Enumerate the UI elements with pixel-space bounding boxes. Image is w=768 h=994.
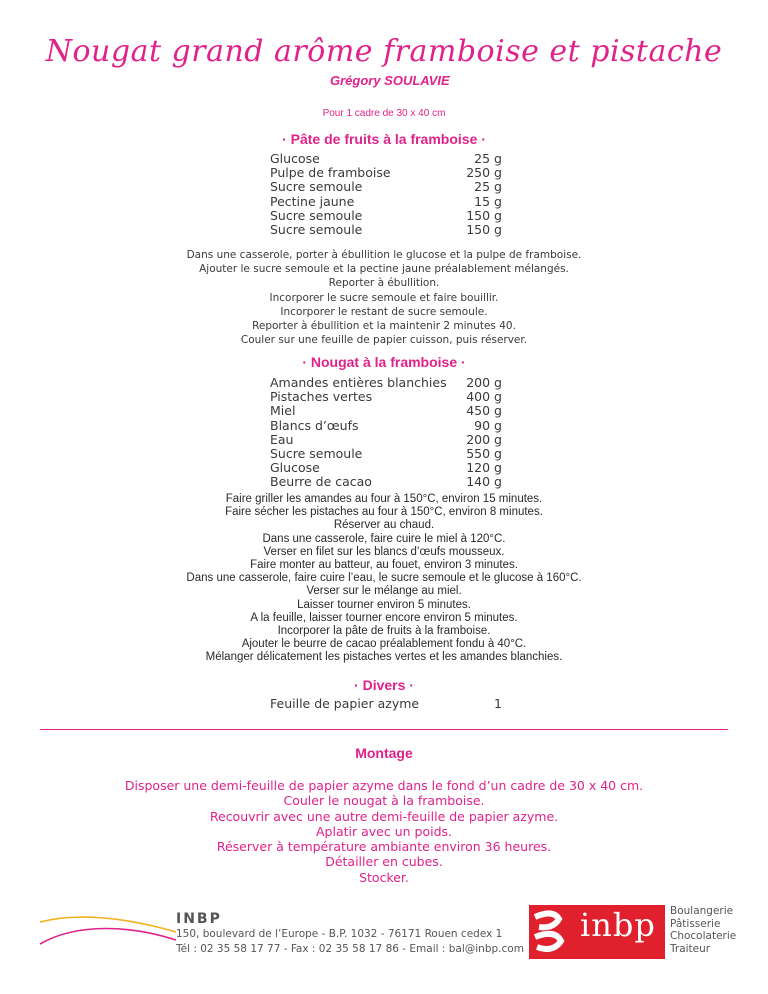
step-line: Couler le nougat à la framboise. xyxy=(283,793,485,809)
ingredient-quantity: 25 g xyxy=(474,151,502,166)
steps-pate-de-fruits xyxy=(0,248,768,347)
step-line: Reporter à ébullition. xyxy=(328,277,440,290)
step-line: Stocker. xyxy=(359,869,409,885)
step-line: Verser sur le mélange au miel. xyxy=(306,585,462,598)
ingredient-row xyxy=(270,475,502,489)
ingredient-name: Amandes entières blanchies xyxy=(270,375,447,390)
ingredient-row xyxy=(270,433,502,447)
ingredient-row xyxy=(270,461,502,475)
footer-address: 150, boulevard de l’Europe - B.P. 1032 - 76171 Rouen cedex 1 xyxy=(176,928,503,940)
ingredient-name: Sucre semoule xyxy=(270,207,363,223)
step-line: Mélanger délicatement les pistaches vertes et les amandes blanchies. xyxy=(205,651,563,664)
ingredient-quantity: 25 g xyxy=(474,179,502,195)
step-line: Verser en filet sur les blancs d’œufs mousseux. xyxy=(263,545,505,558)
step-line: Faire monter au batteur, au fouet, environ 3 minutes. xyxy=(250,559,518,572)
ingredient-row xyxy=(270,404,502,418)
ingredient-quantity: 1 xyxy=(494,696,502,711)
step-line: Faire griller les amandes au four à 150°C, environ 15 minutes. xyxy=(225,493,543,505)
ingredient-quantity: 120 g xyxy=(466,460,502,476)
step-line: Faire sécher les pistaches au four à 150°C, environ 8 minutes. xyxy=(225,506,543,519)
ingredient-quantity: 90 g xyxy=(474,417,502,433)
ingredient-name: Pectine jaune xyxy=(270,193,355,209)
ingredient-name: Sucre semoule xyxy=(270,179,363,195)
ingredient-row xyxy=(270,390,502,404)
step-line: Ajouter le sucre semoule et la pectine jaune préalablement mélangés. xyxy=(199,263,569,276)
step-line: Détailler en cubes. xyxy=(325,854,443,870)
ingredient-row xyxy=(270,419,502,433)
step-line: Dans une casserole, porter à ébullition le glucose et la pulpe de framboise. xyxy=(186,249,582,261)
ingredient-row xyxy=(270,152,502,166)
ingredient-row xyxy=(270,697,502,711)
logo-mark-icon xyxy=(529,905,569,959)
ingredient-quantity: 200 g xyxy=(466,375,502,390)
ingredient-name: Miel xyxy=(270,403,296,419)
ingredient-quantity: 140 g xyxy=(466,474,502,490)
section-title-pate-de-fruits: · Pâte de fruits à la framboise · xyxy=(282,131,486,147)
ingredient-name: Eau xyxy=(270,431,294,447)
step-line: Recouvrir avec une autre demi-feuille de papier azyme. xyxy=(209,808,559,824)
ingredient-name: Glucose xyxy=(270,460,320,476)
divider xyxy=(40,729,728,730)
ingredient-quantity: 250 g xyxy=(466,165,502,181)
ingredient-quantity: 15 g xyxy=(474,193,502,209)
steps-nougat xyxy=(0,493,768,665)
step-line: Ajouter le beurre de cacao préalablement fondu à 40°C. xyxy=(241,638,527,651)
ingredient-quantity: 150 g xyxy=(466,207,502,223)
step-line: Disposer une demi-feuille de papier azyme dans le fond d’un cadre de 30 x 40 cm. xyxy=(124,778,644,793)
recipe-yield: Pour 1 cadre de 30 x 40 cm xyxy=(322,108,446,119)
footer-organization-name: INBP xyxy=(176,911,222,927)
ingredient-name: Blancs d’œufs xyxy=(270,417,359,433)
ingredient-row xyxy=(270,166,502,180)
step-line: Incorporer le restant de sucre semoule. xyxy=(280,305,488,318)
ingredient-row xyxy=(270,447,502,461)
ingredient-name: Feuille de papier azyme xyxy=(270,696,420,711)
footer-contact: Tél : 02 35 58 17 77 - Fax : 02 35 58 17 86 - Email : bal@inbp.com xyxy=(176,943,524,955)
ingredient-name: Sucre semoule xyxy=(270,445,363,461)
section-title-nougat: · Nougat à la framboise · xyxy=(302,354,466,370)
step-line: Réserver à température ambiante environ 36 heures. xyxy=(216,839,552,855)
step-line: Reporter à ébullition et la maintenir 2 minutes 40. xyxy=(252,320,516,333)
ingredient-name: Sucre semoule xyxy=(270,221,363,237)
ingredient-quantity: 400 g xyxy=(466,389,502,405)
ingredient-name: Pulpe de framboise xyxy=(270,165,391,181)
ingredient-row xyxy=(270,209,502,223)
step-line: Aplatir avec un poids. xyxy=(316,823,452,839)
step-line: Réserver au chaud. xyxy=(333,519,435,532)
logo-tagline-line: Pâtisserie xyxy=(670,917,721,930)
ingredient-list-pate-de-fruits xyxy=(270,152,502,237)
author-name: Grégory SOULAVIE xyxy=(330,73,450,88)
step-line: Dans une casserole, faire cuire le miel à 120°C. xyxy=(262,532,506,545)
logo-tagline-line: Chocolaterie xyxy=(670,930,737,942)
logo-tagline-line: Traiteur xyxy=(670,942,711,955)
ingredient-row xyxy=(270,223,502,237)
ingredient-name: Glucose xyxy=(270,151,320,166)
step-line: Laisser tourner environ 5 minutes. xyxy=(297,598,471,611)
ingredient-list-divers xyxy=(270,697,502,711)
ingredient-row xyxy=(270,195,502,209)
logo-wordmark: inbp xyxy=(580,906,656,944)
ingredient-quantity: 450 g xyxy=(466,403,502,419)
ingredient-quantity: 550 g xyxy=(466,445,502,461)
step-line: Incorporer la pâte de fruits à la framboise. xyxy=(277,625,491,638)
ingredient-row xyxy=(270,376,502,390)
steps-montage xyxy=(0,778,768,885)
montage-title: Montage xyxy=(355,745,413,761)
step-line: A la feuille, laisser tourner encore environ 5 minutes. xyxy=(250,611,518,624)
ingredient-name: Beurre de cacao xyxy=(270,474,372,490)
section-title-divers: · Divers · xyxy=(354,677,414,693)
decorative-curves xyxy=(38,910,178,950)
step-line: Dans une casserole, faire cuire l’eau, le sucre semoule et le glucose à 160°C. xyxy=(186,572,582,585)
ingredient-list-nougat xyxy=(270,376,502,490)
step-line: Incorporer le sucre semoule et faire bouillir. xyxy=(269,291,499,304)
ingredient-quantity: 150 g xyxy=(466,221,502,237)
ingredient-quantity: 200 g xyxy=(466,431,502,447)
ingredient-name: Pistaches vertes xyxy=(270,389,373,405)
ingredient-row xyxy=(270,180,502,194)
recipe-title: Nougat grand arôme framboise et pistache xyxy=(45,34,723,69)
logo-tagline-line: Boulangerie xyxy=(670,905,734,917)
step-line: Couler sur une feuille de papier cuisson, puis réserver. xyxy=(240,334,528,347)
logo-tagline xyxy=(670,905,736,955)
